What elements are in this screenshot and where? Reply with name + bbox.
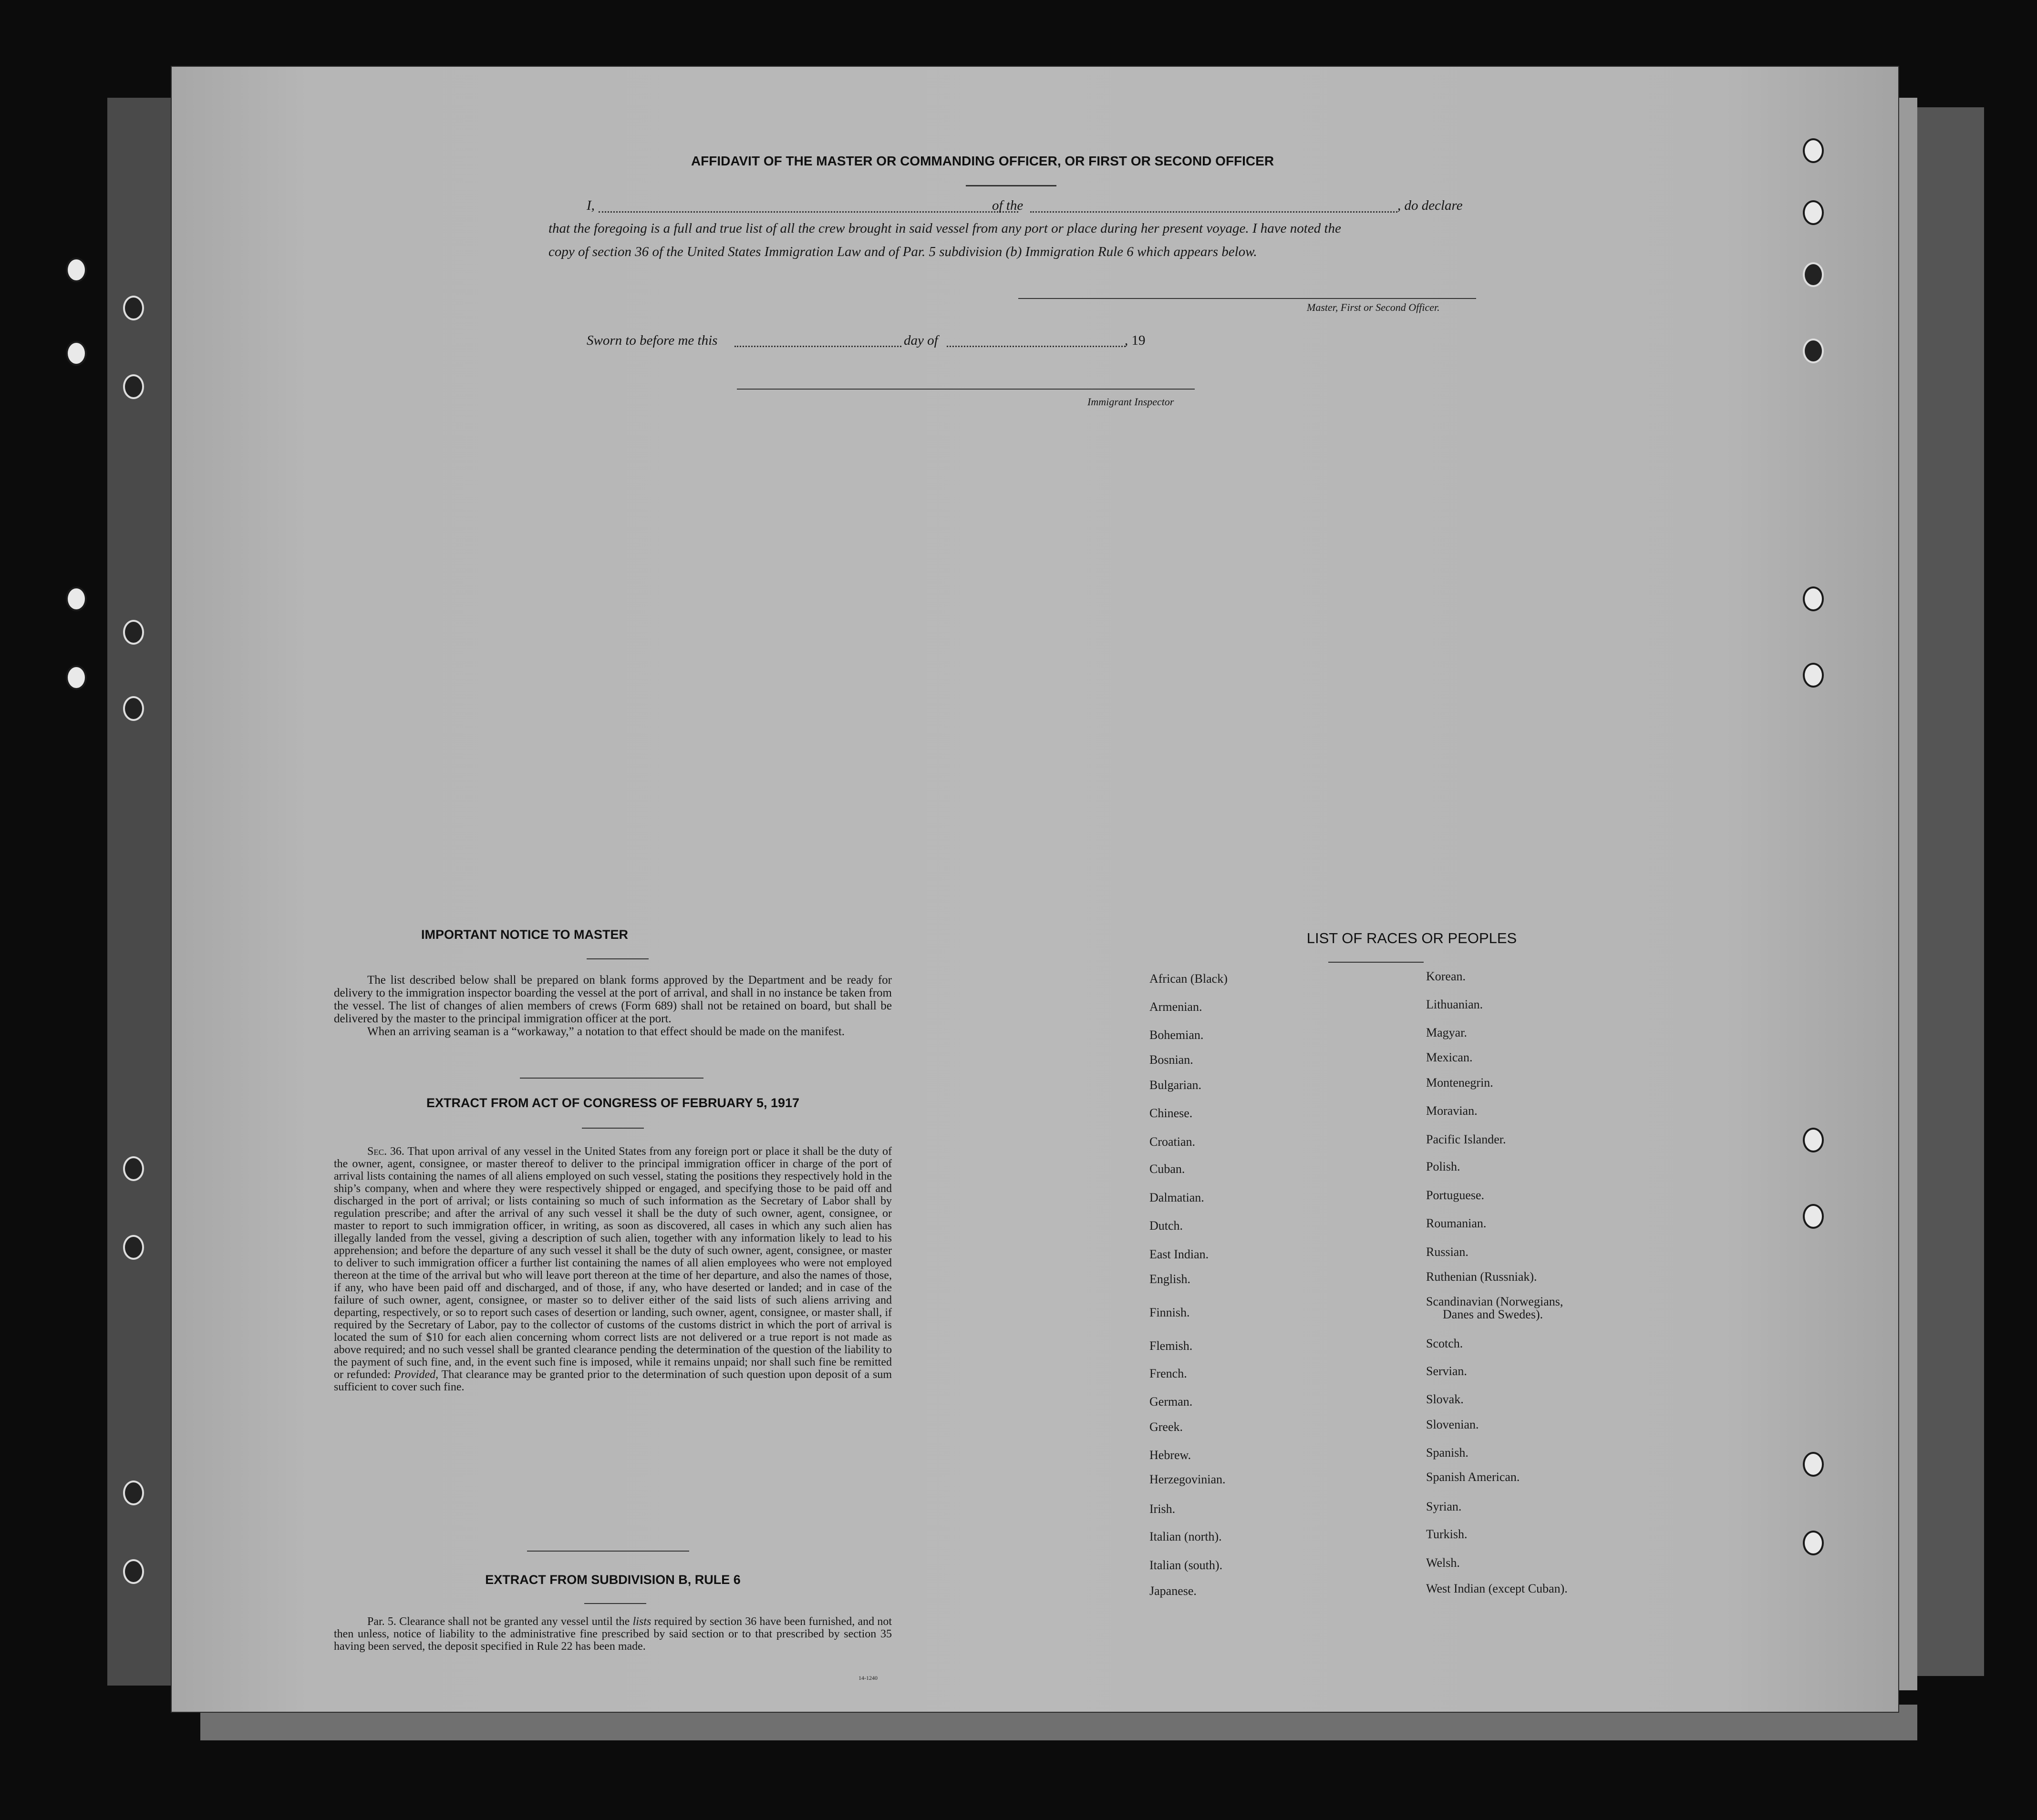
affidavit-line3: copy of section 36 of the United States Immigration Law and of Par. 5 subdivision (b) Immigration Rule 6 which appears below. <box>548 244 1257 259</box>
rule-extract-text-end: required by section 36 have been furnished, and not then unless, notice of liability to the administrative fine prescribed by said section or to that prescribed by section 35 having been served, the deposit specified in Rule 22 has been made. <box>334 1615 892 1653</box>
race-item: Italian (south). <box>1149 1558 1223 1572</box>
act-extract-text-end: That clearance may be granted prior to the determination of such question upon deposit of a sum sufficient to cover such fine. <box>334 1368 892 1393</box>
binder-hole <box>123 1481 144 1505</box>
race-item: English. <box>1149 1272 1190 1286</box>
punch-hole <box>1803 1204 1824 1229</box>
race-item: Bosnian. <box>1149 1053 1193 1067</box>
binder-hole <box>66 665 87 690</box>
binder-hole <box>123 296 144 320</box>
races-title-rule <box>1328 962 1424 963</box>
act-extract-title: EXTRACT FROM ACT OF CONGRESS OF FEBRUARY 5, 1917 <box>426 1096 800 1110</box>
punch-hole <box>1803 262 1824 287</box>
notice-title: IMPORTANT NOTICE TO MASTER <box>421 927 628 942</box>
race-item: Hebrew. <box>1149 1448 1191 1462</box>
act-extract-title-rule <box>582 1128 644 1129</box>
race-item: Montenegrin. <box>1426 1076 1493 1090</box>
race-item: African (Black) <box>1149 972 1228 986</box>
affidavit-title-rule <box>966 185 1056 186</box>
race-item: Cuban. <box>1149 1162 1185 1176</box>
race-item: Chinese. <box>1149 1106 1193 1120</box>
race-item: Dalmatian. <box>1149 1191 1204 1204</box>
race-item: Slovak. <box>1426 1392 1464 1406</box>
race-item: Bulgarian. <box>1149 1078 1202 1092</box>
race-item: Lithuanian. <box>1426 997 1483 1011</box>
section-label: Sec. 36. <box>367 1145 404 1158</box>
binder-hole <box>123 620 144 645</box>
inspector-signature-line[interactable] <box>737 389 1195 390</box>
race-item: Irish. <box>1149 1502 1176 1516</box>
race-item: Greek. <box>1149 1420 1183 1434</box>
race-item: Japanese. <box>1149 1584 1197 1598</box>
punch-hole <box>1803 138 1824 163</box>
punch-hole <box>1803 1128 1824 1152</box>
punch-hole <box>1803 200 1824 225</box>
race-item: Dutch. <box>1149 1219 1183 1233</box>
binder-hole <box>123 1559 144 1584</box>
binder-hole <box>123 1235 144 1260</box>
binder-hole <box>66 341 87 366</box>
binder-hole <box>123 1156 144 1181</box>
race-item: Finnish. <box>1149 1306 1190 1319</box>
act-extract-text: That upon arrival of any vessel in the United States from any foreign port or place it shall be the duty of the owner, agent, consignee, or master thereof to deliver to the principal immigration officer in charge of the port of arrival lists containing the names of all aliens employed on such vessel, stating the positions they respectively hold in the ship’s company, when and where they were respectively shipped or engaged, and specifying those to be paid off and discharged in the port of arrival; or lists containing so much of such information as the Secretary of Labor shall by regulation prescribe; and after the arrival of any such vessel it shall be the duty of such owner, agent, consignee, or master to report to such immigration officer, in writing, as soon as discovered, all cases in which any such alien has illegally landed from the vessel, giving a description of such alien, together with any information likely to lead to his apprehension; and before the departure of any such vessel it shall be the duty of such owner, agent, consignee, or master to deliver to such immigration officer a further list containing the names of all alien employees who were not employed thereon at the time of the arrival but who will leave port thereon at the time of her departure, and also the names of those, if any, who have been paid off and discharged, and of those, if any, who have deserted or landed; and in case of the failure of such owner, agent, consignee, or master so to deliver either of the said lists of such aliens arriving and departing, respectively, or so to report such cases of desertion or landing, such owner, agent, consignee, or master shall, if required by the Secretary of Labor, pay to the collector of customs of the customs district in which the port of arrival is located the sum of $10 for each alien concerning whom correct lists are not delivered or a true report is not made as above required; and no such vessel shall be granted clearance pending the determination of the question of the liability to the payment of such fine, and, in the event such fine is imposed, while it remains unpaid; nor shall such fine be remitted or refunded: <box>334 1145 892 1381</box>
races-title: LIST OF RACES OR PEOPLES <box>1306 930 1517 946</box>
notice-para-1: The list described below shall be prepared on blank forms approved by the Department and be ready for delivery to the immigration inspector boarding the vessel at the port of arrival, and shall in no instance be taken from the vessel. The list of changes of alien members of crews (Form 689) shall not be retained on board, but shall be delivered by the master to the principal immigration officer at the port. <box>334 974 892 1025</box>
race-item: Magyar. <box>1426 1026 1467 1039</box>
sworn-month-field[interactable] <box>947 346 1126 347</box>
punch-hole <box>1803 339 1824 363</box>
race-item: Flemish. <box>1149 1339 1193 1353</box>
race-item: Korean. <box>1426 969 1466 983</box>
race-item: Servian. <box>1426 1364 1467 1378</box>
affidavit-line1-prefix: I, <box>587 198 595 213</box>
race-item: Bohemian. <box>1149 1028 1204 1042</box>
vessel-name-field[interactable] <box>1030 211 1397 213</box>
sworn-day-field[interactable] <box>734 346 901 347</box>
punch-hole <box>1803 586 1824 611</box>
race-item: Spanish. <box>1426 1446 1468 1460</box>
master-signature-label: Master, First or Second Officer. <box>1307 301 1440 313</box>
rule-extract-title-rule <box>584 1603 646 1604</box>
race-item: Roumanian. <box>1426 1216 1487 1230</box>
race-item: Croatian. <box>1149 1135 1196 1149</box>
punch-hole <box>1803 1531 1824 1555</box>
race-item: Italian (north). <box>1149 1530 1222 1543</box>
sworn-day-of: day of <box>904 333 938 348</box>
form-number: 14-1240 <box>858 1675 878 1681</box>
rule-extract-body <box>334 1615 892 1653</box>
rule-extract-text-start: Par. 5. Clearance shall not be granted any vessel until the <box>367 1615 630 1628</box>
race-item: Russian. <box>1426 1245 1468 1259</box>
master-name-field[interactable] <box>599 211 1018 213</box>
affidavit-line1-suffix: , do declare <box>1397 198 1463 213</box>
race-item: Ruthenian (Russniak). <box>1426 1270 1537 1284</box>
act-extract-body <box>334 1145 892 1393</box>
punch-hole <box>1803 1452 1824 1477</box>
affidavit-line1-of-the: of the <box>992 198 1024 213</box>
race-item: Syrian. <box>1426 1500 1462 1513</box>
race-item: Armenian. <box>1149 1000 1202 1014</box>
race-item-continuation: Danes and Swedes). <box>1443 1307 1543 1321</box>
binder-hole <box>123 696 144 721</box>
race-item: Pacific Islander. <box>1426 1132 1506 1146</box>
inspector-label: Immigrant Inspector <box>1087 396 1174 408</box>
race-item: East Indian. <box>1149 1247 1209 1261</box>
notice-title-rule <box>587 958 649 959</box>
punch-hole <box>1803 663 1824 688</box>
affidavit-line2: that the foregoing is a full and true list of all the crew brought in said vessel from any port or place during her present voyage. I have noted the <box>548 221 1341 236</box>
affidavit-title: AFFIDAVIT OF THE MASTER OR COMMANDING OFFICER, OR FIRST OR SECOND OFFICER <box>691 154 1274 168</box>
race-item: Portuguese. <box>1426 1188 1485 1202</box>
binder-hole <box>66 257 87 282</box>
rule-extract-para <box>334 1615 892 1653</box>
race-item: French. <box>1149 1367 1187 1380</box>
provided-label: Provided, <box>394 1368 439 1381</box>
notice-para-2: When an arriving seaman is a “workaway,” a notation to that effect should be made on the manifest. <box>367 1025 845 1038</box>
race-item: Slovenian. <box>1426 1418 1479 1431</box>
race-item: Moravian. <box>1426 1104 1478 1118</box>
form-page <box>172 67 1898 1712</box>
race-item: Turkish. <box>1426 1527 1468 1541</box>
race-item: Herzegovinian. <box>1149 1472 1226 1486</box>
race-item: Welsh. <box>1426 1556 1460 1570</box>
race-item: Mexican. <box>1426 1050 1473 1064</box>
lists-word: lists <box>632 1615 651 1628</box>
binder-hole <box>123 374 144 399</box>
race-item: Spanish American. <box>1426 1470 1520 1484</box>
sworn-year: , 19 <box>1125 333 1146 348</box>
race-item: Scandinavian (Norwegians, <box>1426 1295 1563 1308</box>
master-signature-line[interactable] <box>1018 298 1476 299</box>
notice-divider <box>520 1078 703 1079</box>
rule-extract-title: EXTRACT FROM SUBDIVISION B, RULE 6 <box>485 1573 741 1587</box>
race-item: Polish. <box>1426 1160 1460 1173</box>
act-extract-para <box>334 1145 892 1393</box>
race-item: Scotch. <box>1426 1337 1463 1350</box>
act-extract-divider <box>527 1551 689 1552</box>
sworn-prefix: Sworn to before me this <box>587 333 718 348</box>
race-item: West Indian (except Cuban). <box>1426 1582 1568 1595</box>
binder-hole <box>66 586 87 611</box>
notice-body <box>334 974 892 1038</box>
race-item: German. <box>1149 1395 1193 1409</box>
